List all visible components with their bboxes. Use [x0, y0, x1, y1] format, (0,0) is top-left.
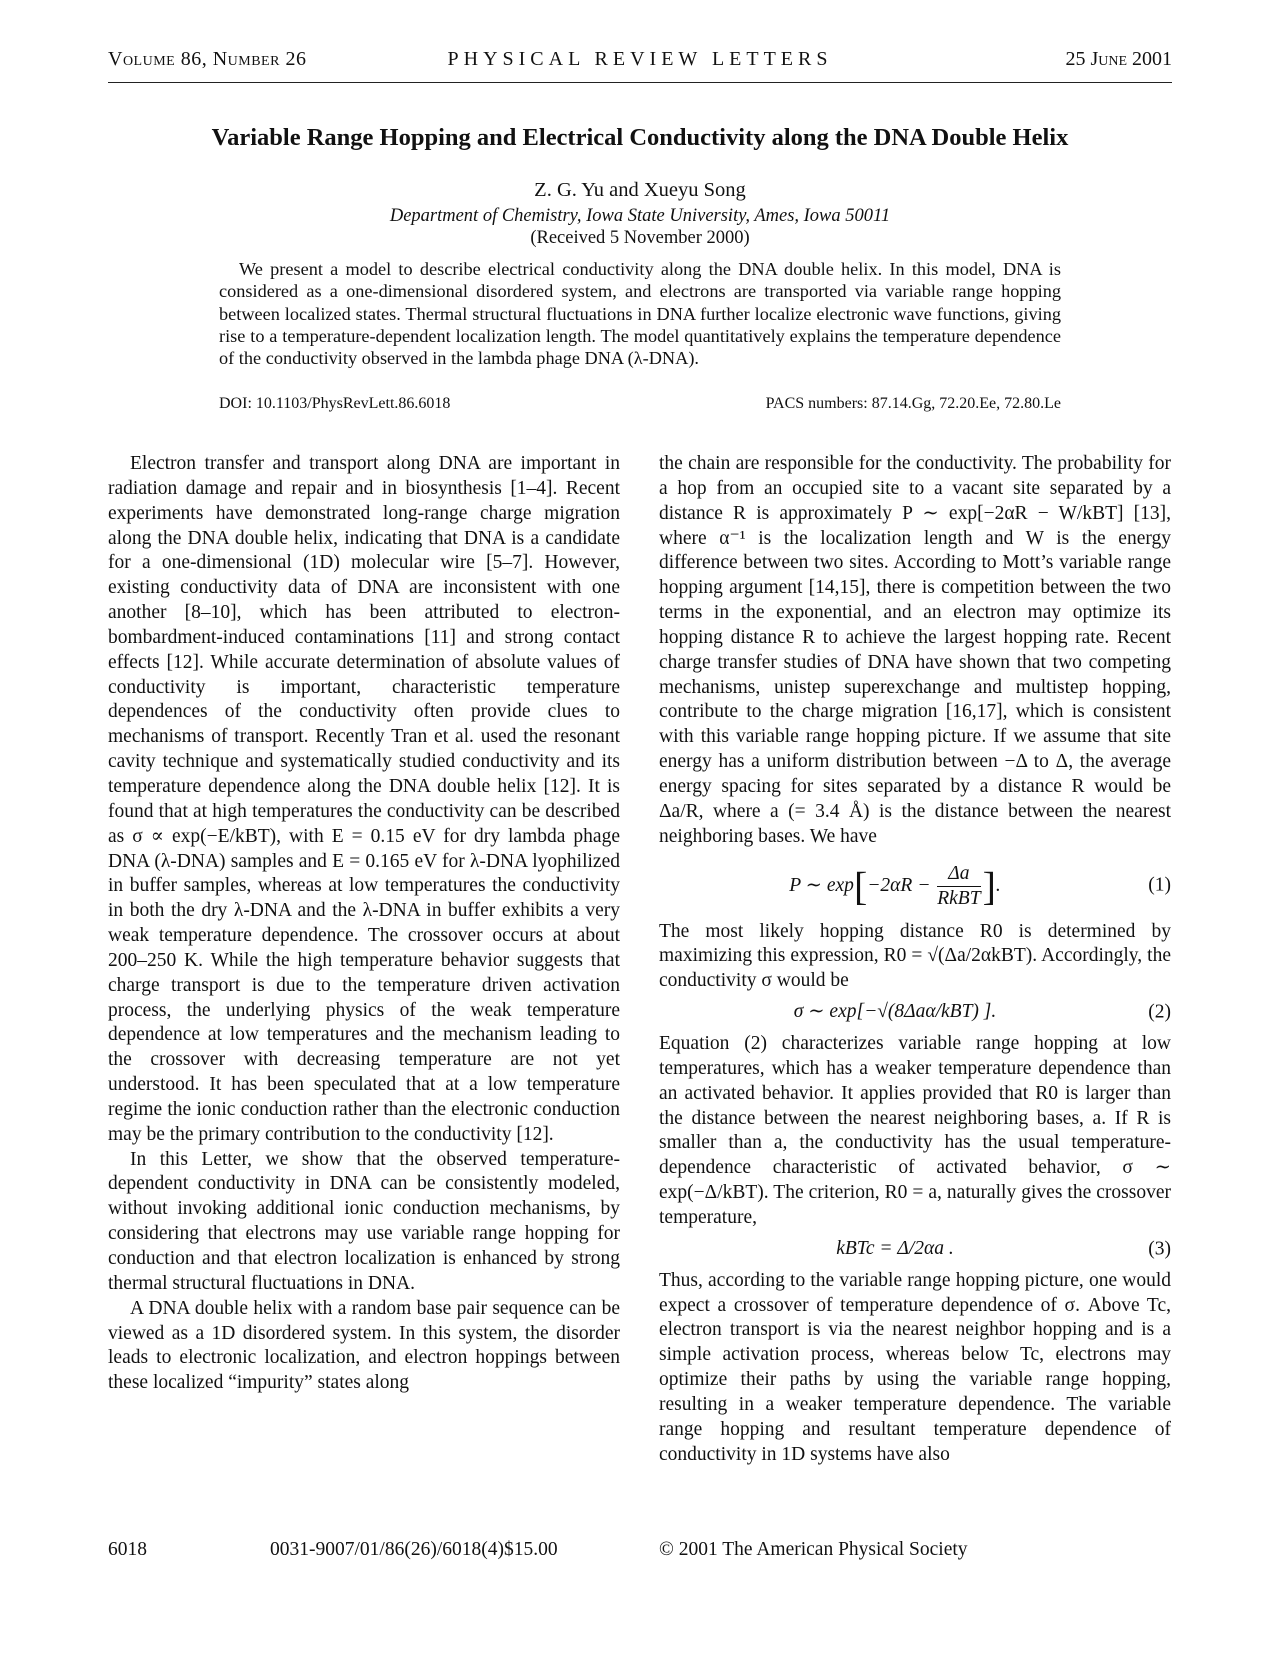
header-divider [108, 82, 1172, 83]
page-number: 6018 [108, 1539, 147, 1560]
equation-1: P ∼ exp[−2αR − $\frac{\Delta a}{\text{RkBT}}$ ]. (1) [789, 862, 1171, 909]
body-paragraph: the chain are responsible for the conductivity. The probability for a hop from an occupied site to a vacant site separated by a distance R is approximately P ∼ exp[−2αR − W/kBT] [13], where α⁻¹ is the localization length and W is the energy difference between two sites. According to Mott’s variable range hopping argument [14,15], there is competition between the two terms in the exponential, and an electron may optimize its hopping distance R to achieve the largest hopping rate. Recent charge transfer studies of DNA have shown that two competing mechanisms, unistep superexchange and multistep hopping, contribute to the charge migration [16,17], which is consistent with this variable range hopping picture. If we assume that site energy has a uniform distribution between −Δ to Δ, the average energy spacing for sites separated by a distance R would be Δa/R, where a (= 3.4 Å) is the distance between the nearest neighboring bases. We have [659, 453, 1171, 847]
eq3-body: kBTc = Δ/2αa . [836, 1237, 954, 1259]
eq1-inner: −2αR − [867, 874, 931, 896]
page-footer [108, 1536, 1172, 1564]
pacs-numbers: PACS numbers: 87.14.Gg, 72.20.Ee, 72.80.Le [765, 395, 1061, 412]
journal-name: PHYSICAL REVIEW LETTERS [447, 48, 833, 70]
volume-number: Volume 86, Number 26 [108, 48, 307, 70]
equation-3 [659, 1235, 1171, 1265]
author-list: Z. G. Yu and Xueyu Song [534, 179, 746, 201]
eq2-body: σ ∼ exp[−√(8Δaα/kBT) ]. [793, 1001, 997, 1023]
body-paragraph: Thus, according to the variable range hopping picture, one would expect a crossover of temperature dependence of σ. Above Tc, electron transport is via the nearest neighbor hopping and is a simple activation process, whereas below Tc, electrons may optimize their paths by using the variable range hopping, resulting in a weaker temperature dependence. The variable range hopping and resultant temperature dependence of conductivity in 1D systems have also [659, 1269, 1171, 1465]
body-paragraph: A DNA double helix with a random base pair sequence can be viewed as a 1D disordered system. In this system, the disorder leads to electronic localization, and electron hoppings between these localized “impurity” states along [108, 1297, 620, 1394]
eq1-numerator: Δa [937, 862, 980, 887]
equation-number: (2) [1148, 1001, 1171, 1023]
body-paragraph: Electron transfer and transport along DNA are important in radiation damage and repair and in biosynthesis [1–4]. Recent experiments have demonstrated long-range charge migration along the DNA double helix, indicating that DNA is a candidate for a one-dimensional (1D) molecular wire [5–7]. However, existing conductivity data of DNA are inconsistent with one another [8–10], which has been attributed to electron-bombardment-induced contaminations [11] and strong contact effects [12]. While accurate determination of absolute values of conductivity is important, characteristic temperature dependences of the conductivity often provide clues to mechanisms of transport. Recently Tran et al. used the resonant cavity technique and systematically studied conductivity and its temperature dependence along the DNA double helix [12]. It is found that at high temperatures the conductivity can be described as σ ∝ exp(−E/kBT), with E = 0.15 eV for dry lambda phage DNA (λ-DNA) samples and E = 0.165 eV for λ-DNA lyophilized in buffer samples, whereas at low temperatures the conductivity in both the dry λ-DNA and the λ-DNA in buffer exhibits a very weak temperature dependence. The crossover occurs at about 200–250 K. While the high temperature behavior suggests that charge transport is due to the temperature driven activation process, the underlying physics of the weak temperature dependence at low temperatures and the mechanism leading to the crossover with decreasing temperature are not yet understood. It has been speculated that at a low temperature regime the ionic conduction rather than the electronic conduction may be the primary contribution to the conductivity [12]. [108, 453, 620, 1145]
eq1-fraction [937, 862, 980, 911]
eq1-lhs: P ∼ exp [789, 874, 854, 896]
left-column [108, 452, 620, 1396]
copyright-notice: © 2001 The American Physical Society [659, 1539, 968, 1560]
issue-date: 25 June 2001 [1065, 48, 1172, 70]
body-paragraph: Equation (2) characterizes variable range hopping at low temperatures, which has a weaker temperature dependence than an activated behavior. It applies provided that R0 is larger than the distance between the nearest neighboring bases, a. If R is smaller than a, the conductivity has the usual temperature-dependence characteristic of activated behavior, σ ∼ exp(−Δ/kBT). The criterion, R0 = a, naturally gives the crossover temperature, [659, 1033, 1171, 1228]
doi-link[interactable]: DOI: 10.1103/PhysRevLett.86.6018 [219, 395, 451, 412]
body-paragraph: In this Letter, we show that the observed temperature-dependent conductivity in DNA can be consistently modeled, without invoking additional ionic conduction mechanisms, by considering that electrons may use variable range hopping for conduction and that electron localization is enhanced by strong thermal structural fluctuations in DNA. [108, 1148, 620, 1294]
right-bracket-glyph: ] [982, 863, 996, 908]
running-header [108, 44, 1172, 74]
left-bracket-glyph: [ [853, 863, 868, 908]
article-title: Variable Range Hopping and Electrical Conductivity along the DNA Double Helix [211, 124, 1069, 151]
equation-number: (1) [1148, 874, 1171, 896]
equation-2 [659, 998, 1171, 1028]
body-paragraph: The most likely hopping distance R0 is determined by maximizing this expression, R0 = √(Δa/2αkBT). Accordingly, the conductivity σ would be [659, 920, 1171, 992]
abstract: We present a model to describe electrical conductivity along the DNA double helix. In this model, DNA is considered as a one-dimensional disordered system, and electrons are transported via variable range hopping between localized states. Thermal structural fluctuations in DNA further localize electronic wave functions, giving rise to a temperature-dependent localization length. The model quantitatively explains the temperature dependence of the conductivity observed in the lambda phage DNA (λ-DNA). [219, 259, 1061, 369]
right-column [659, 452, 1171, 1468]
received-date: (Received 5 November 2000) [530, 228, 750, 248]
eq1-denominator: RkBT [937, 887, 981, 909]
affiliation: Department of Chemistry, Iowa State University, Ames, Iowa 50011 [389, 206, 891, 226]
article-code: 0031-9007/01/86(26)/6018(4)$15.00 [270, 1539, 558, 1560]
equation-number: (3) [1148, 1238, 1171, 1260]
